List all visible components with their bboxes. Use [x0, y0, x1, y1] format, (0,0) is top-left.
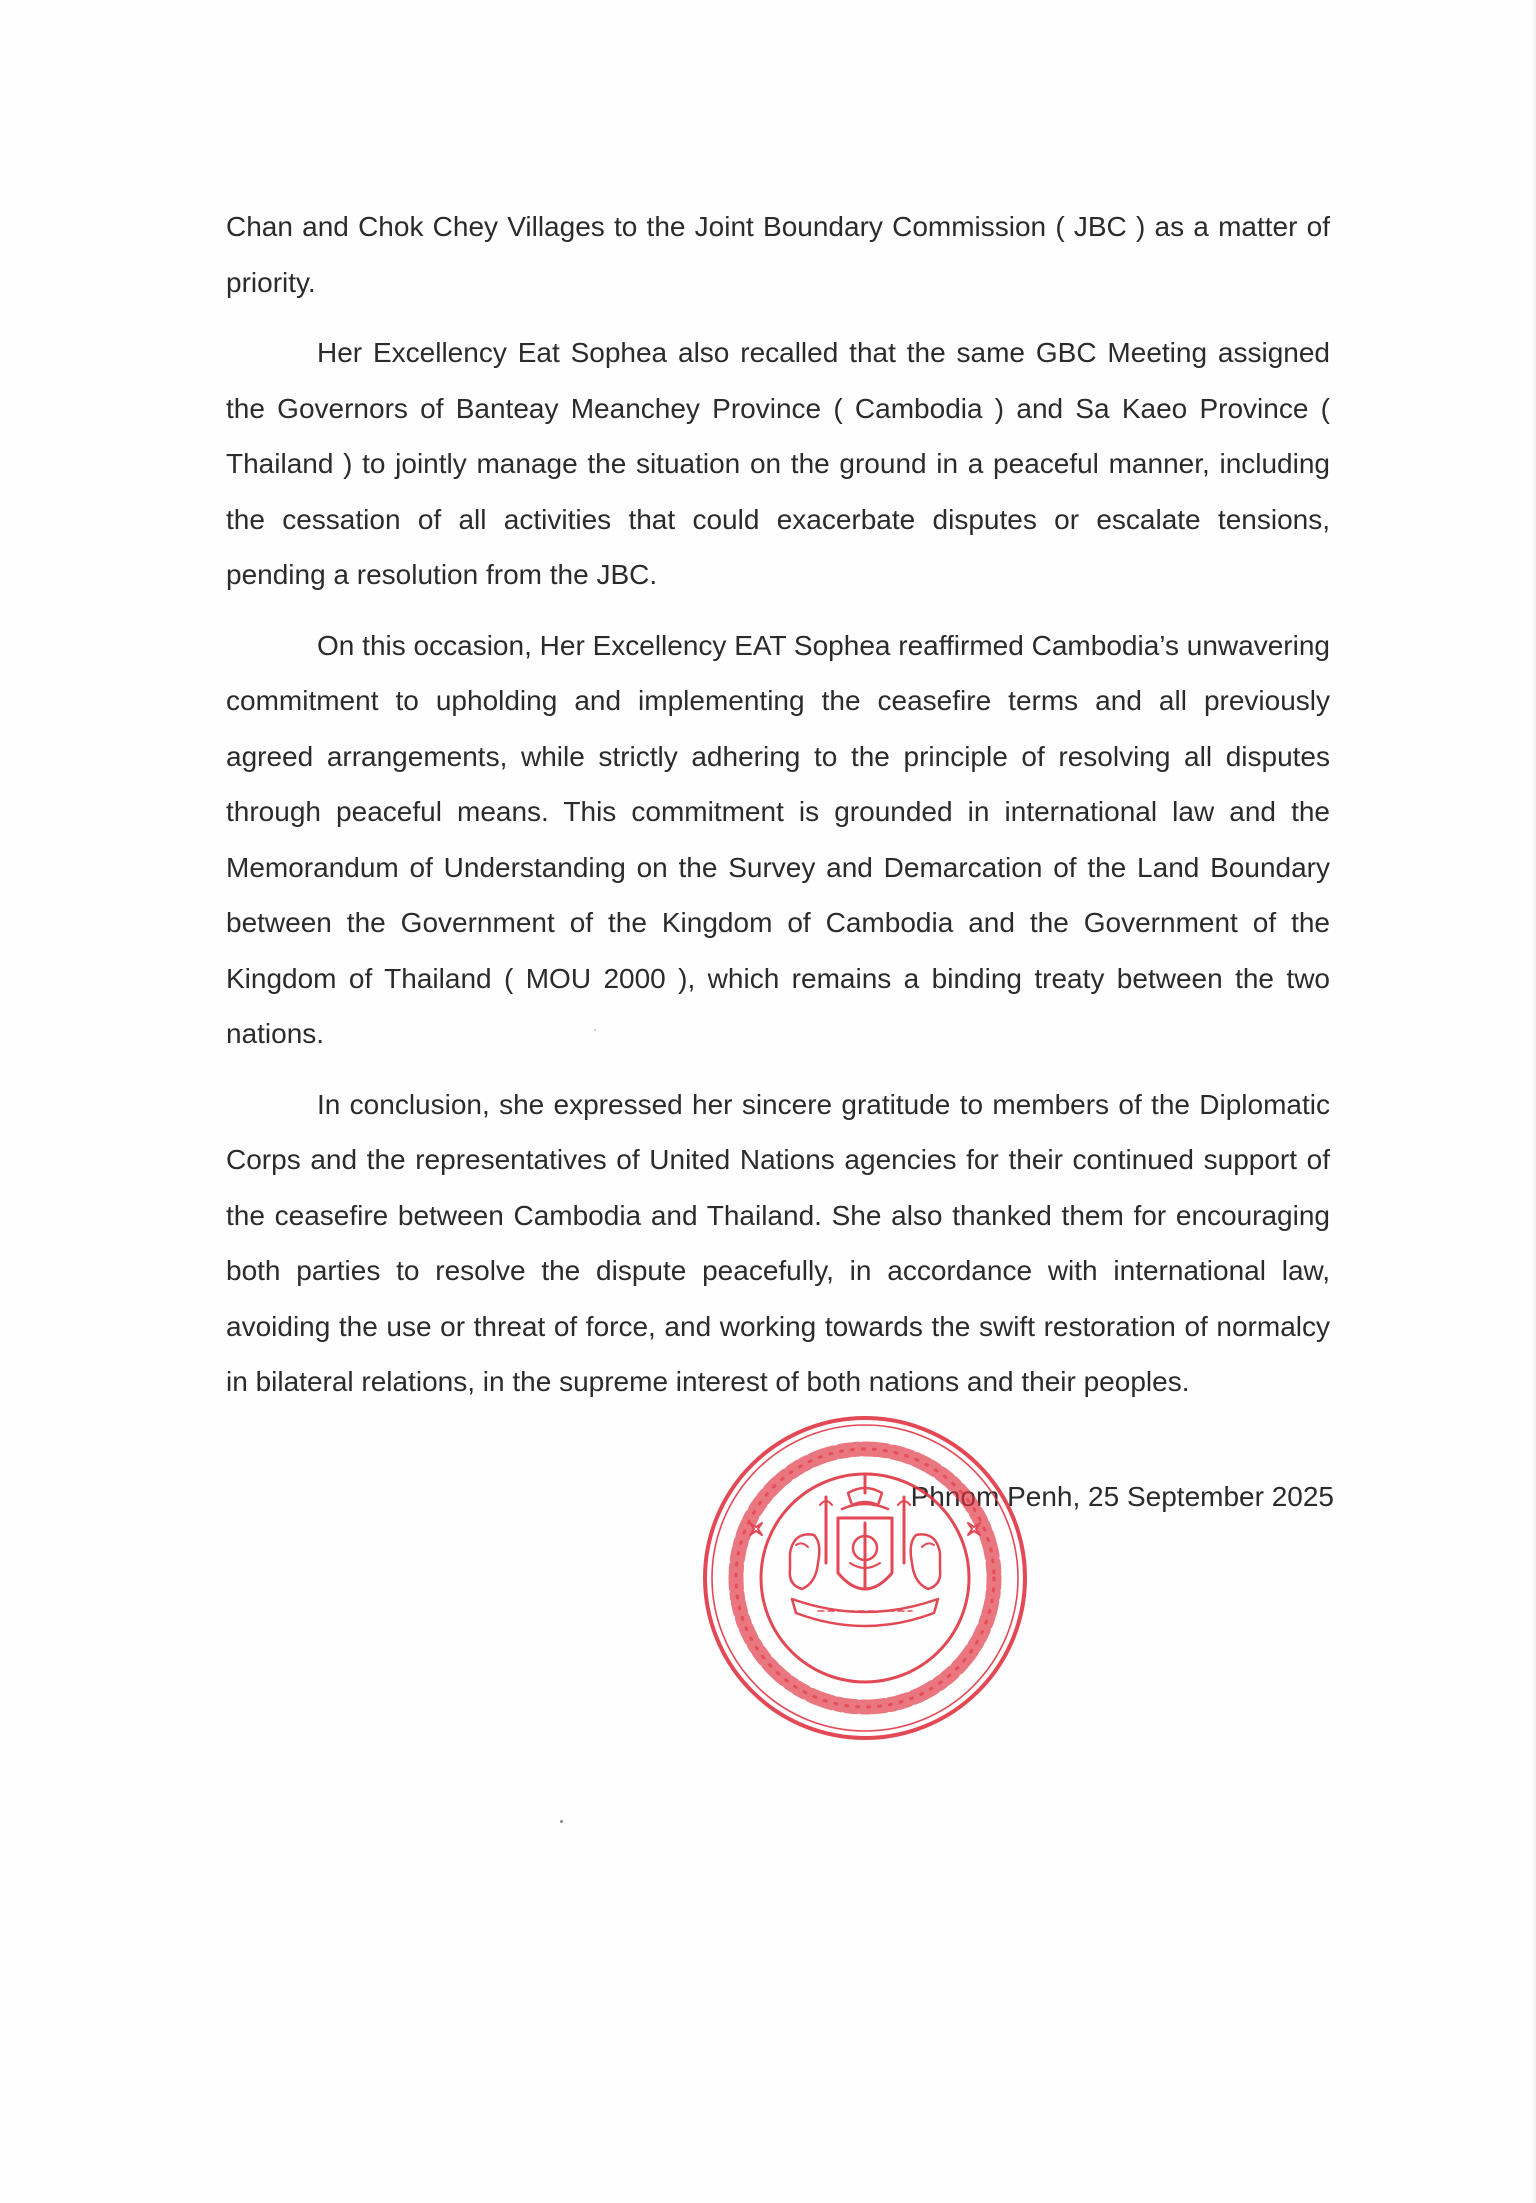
- paragraph-ceasefire-commitment: On this occasion, Her Excellency EAT Sophea reaffirmed Cambodia’s unwavering commitment to upholding and implementing the ceasefire terms and all previously agreed arrangements, while strictly adhering to the principle of resolving all disputes through peaceful means. This commitment is grounded in international law and the Memorandum of Understanding on the Survey and Demarcation of the Land Boundary between the Government of the Kingdom of Cambodia and the Government of the Kingdom of Thailand ( MOU 2000 ), which remains a binding treaty between the two nations.: [226, 629, 1330, 1049]
- scan-speck: [594, 1029, 596, 1031]
- page-edge-shadow: [1530, 0, 1536, 2203]
- document-body: [226, 199, 1330, 1425]
- official-red-seal-icon: [698, 1413, 1033, 1743]
- paragraph-conclusion: In conclusion, she expressed her sincere gratitude to members of the Diplomatic Corps and the representatives of United Nations agencies for their continued support of the ceasefire between Cambodia and Thailand. She also thanked them for encouraging both parties to resolve the dispute peacefully, in accordance with international law, avoiding the use or threat of force, and working towards the swift restoration of normalcy in bilateral relations, in the supreme interest of both nations and their peoples.: [226, 1088, 1330, 1397]
- place-date-line: Phnom Penh, 25 September 2025: [910, 1481, 1334, 1512]
- scan-speck: [560, 1820, 563, 1823]
- paragraph-jbc-priority: Chan and Chok Chey Villages to the Joint Boundary Commission ( JBC ) as a matter of priority.: [226, 211, 1330, 298]
- paragraph-governors-assignment: Her Excellency Eat Sophea also recalled that the same GBC Meeting assigned the Governors of Banteay Meanchey Province ( Cambodia ) and Sa Kaeo Province ( Thailand ) to jointly manage the situation on the ground in a peaceful manner, including the cessation of all activities that could exacerbate disputes or escalate tensions, pending a resolution from the JBC.: [226, 337, 1330, 590]
